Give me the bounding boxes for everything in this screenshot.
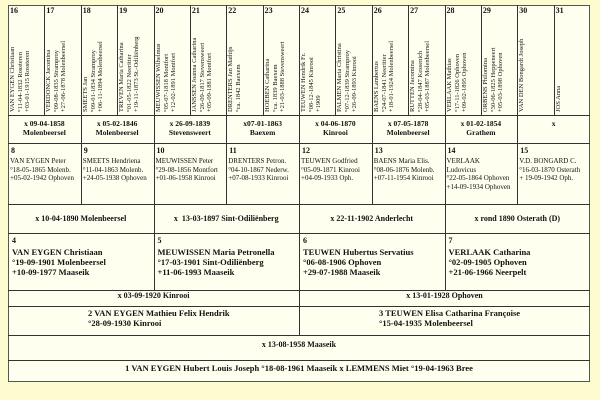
ancestor-cell [555,12,589,114]
rule-gen4-col [226,143,227,204]
ancestor-cell [373,12,407,114]
marriage-info: x 13-08-1958 Maaseik [261,340,337,349]
ancestor-cell [409,12,443,114]
ancestor-text: 2 VAN EYGEN Mathieu Felix Hendrik °28-09-1930 Kinrooi [88,308,230,328]
marriage-info: x 09-04-1858 Molenbeersel [22,119,66,137]
ancestor-cell [518,12,552,114]
ancestor-text: VAN DEN Bongardt Joseph [518,38,526,112]
ancestor-text: TEUWEN Hendrik Fr. °08-12-1845 Kinrooi +1909 [300,52,322,112]
proband-text: 1 VAN EYGEN Hubert Louis Joseph °18-08-1961 Maaseik x LEMMENS Miet °19-04-1963 Bree [125,363,473,373]
ancestor-text: DRENTERS Jan Mathijs °ca. 1842 Baexem [227,46,242,112]
ancestor-cell [191,12,225,114]
ancestor-number: 30 [519,6,528,15]
ancestor-number: 14 [447,146,456,155]
ancestor-text: TEUWEN Hubertus Servatius °06-08-1906 Ophoven +29-07-1988 Maaseik [303,247,414,277]
ancestor-number: 24 [301,6,309,15]
ancestor-text: 3 TEUWEN Elisa Catharina Françoise °15-04-1935 Molenbeersel [379,308,521,328]
ancestor-number: 21 [191,6,200,15]
ancestor-cell [336,12,370,114]
ancestor-text: BAENS Maria Elis. °08-06-1876 Molenb. +07-11-1954 Kinrooi [373,157,435,182]
ancestor-text: VERLAAK Mathias °17-11-1826 Ophoven +09-02-1895 Ophoven [445,52,468,112]
ancestor-number: 19 [119,6,128,15]
ancestor-text: SMEETS Hendriena °11-04-1863 Molenb. +24-05-1938 Ophoven [82,157,147,182]
ancestor-number: 26 [373,6,382,15]
ancestor-text: RUTTEN Jacomina °28-04-1847 Kessenich +05-03-1887 Molenbeersel [409,41,432,112]
ancestor-text: JANSSEN Joanna Catharina °26-09-1817 Stevensweert +05-09-1881 Montfort [190,37,213,112]
ancestor-cell [45,12,79,114]
ancestor-number: 15 [520,146,529,155]
ancestor-number: 8 [11,146,15,155]
ancestor-number: 12 [302,146,310,155]
ancestor-text: DRENTERS Petron. °04-10-1867 Nederw. +07-08-1933 Kinrooi [228,157,289,182]
marriage-info: x 26-09-1839 Stevensweert [168,119,211,137]
marriage-info: x 10-04-1890 Molenbeersel [35,214,127,223]
ancestor-text: VAN EYGEN Peter °18-05-1865 Molenb. +05-02-1942 Ophoven [10,157,75,182]
ancestor-number: 4 [12,236,16,245]
ancestor-text: MEUWISSEN Maria Petronella °17-03-1901 Sint-Odiliënberg +11-06-1993 Maaseik [157,247,275,277]
ancestor-cell [264,12,298,114]
ancestor-text: VAN EYGEN Christiaan °11-04-1832 Rossteren +03-01-1915 Rossteren [9,46,31,112]
ancestor-cell [446,12,480,114]
ancestor-text: MEUWISSEN Wilhelmus °05-07-1818 Montfort +12-02-1891 Montfort [154,43,177,112]
ancestor-number: 23 [264,6,273,15]
rule-gen4-col [299,143,300,204]
rule-gen4-col [517,143,518,204]
ancestor-text: VAN EYGEN Christiaan °19-09-1901 Molenbeersel +10-09-1977 Maaseik [12,247,106,277]
marriage-info: x 13-01-1928 Ophoven [406,291,483,300]
ancestor-number: 31 [555,6,564,15]
rule-gen2-bottom [8,335,590,336]
ancestor-text: PALMEN Maria Christina °07-12-1839 Stramproy +26-09-1893 Kinrooi [336,43,359,112]
marriage-info: x 01-02-1854 Grathem [460,119,502,137]
ancestor-number: 18 [82,6,91,15]
ancestor-text: SMEETS Jan °09-01-1834 Stramproy +06-11-1894 Molenbeersel [81,41,104,112]
ancestor-text: VERDONCK Jacomina °09-08-1835 Stramproy +27-06-1878 Molenbeersel [45,41,68,112]
rule-marr2-bottom [8,360,590,361]
marriage-info: x [551,119,556,128]
rule-gen3-col [445,233,446,290]
ancestor-number: 27 [410,6,419,15]
ancestor-text: MEUWISSEN Peter °29-08-1856 Montfort +01-06-1958 Kinrooi [155,157,218,182]
ancestor-number: 13 [374,146,383,155]
ancestor-number: 5 [157,236,162,245]
ancestor-cell [227,12,261,114]
ancestor-cell [9,12,43,114]
ancestor-number: 11 [229,146,237,155]
marriage-info: x 05-02-1846 Molenbeersel [95,119,139,137]
ancestor-number: 16 [10,6,18,15]
ancestor-number: 9 [83,146,88,155]
marriage-info: x 13-03-1897 Sint-Odiliënberg [173,214,279,223]
ancestor-text: V.D. BONGARD C. °16-03-1870 Osterath + 19-09-1942 Oph. [519,157,581,182]
rule-gen3-col [299,233,300,290]
ancestor-number: 29 [482,6,491,15]
ancestor-number: 10 [156,146,165,155]
marriage-info: x 22-11-1902 Anderlecht [330,214,414,223]
rule-gen3-col [154,233,155,290]
ancestor-text: TEUWEN Godfried °05-09-1871 Kinrooi +04-09-1933 Oph. [301,157,360,182]
ancestor-text: VERLAAK Ludovicus °22-05-1864 Ophoven +14-09-1934 Ophoven [446,157,511,191]
ancestor-number: 20 [155,6,164,15]
marriage-info: x 07-05-1878 Molenbeersel [386,119,430,137]
ancestor-cell [118,12,152,114]
ancestor-cell [300,12,334,114]
ancestor-text: ORBENS Philomina °30-06-1825 Heppeneert +05-03-1898 Ophoven [481,47,504,112]
ancestor-number: 17 [46,6,55,15]
ancestor-cell [482,12,516,114]
marriage-info: x07-01-1863 Baexem [243,119,282,137]
ancestor-text: JOS Anna [554,85,562,112]
marriage-info: x 03-09-1920 Kinrooi [117,291,190,300]
ancestor-number: 25 [337,6,346,15]
ancestor-cell [82,12,116,114]
ancestor-number: 22 [228,6,237,15]
ancestor-number: 7 [448,236,453,245]
ancestor-text: BAENS Lambertus °24-07-1841 Neeritter +18-01-1924 Molenbeersel [372,41,395,112]
ancestor-number: 6 [303,236,307,245]
ancestor-text: TREVEN Maria Catharina °01-05-1822 Neeritter +19-11-1873 St.-Odiliënberg [118,36,141,112]
marriage-info: x rond 1890 Osterath (D) [474,214,561,223]
ancestor-text: VERLAAK Catharina °02-09-1905 Ophoven +21-06-1966 Neerpelt [448,247,531,277]
ancestor-text: HOEBEN Catharina °ca. 1839 Baexem +21-03-1888 Stevensweert [263,41,286,112]
ancestor-cell [155,12,189,114]
marriage-info: x 04-06-1870 Kinrooi [315,119,356,137]
ancestor-number: 28 [446,6,455,15]
